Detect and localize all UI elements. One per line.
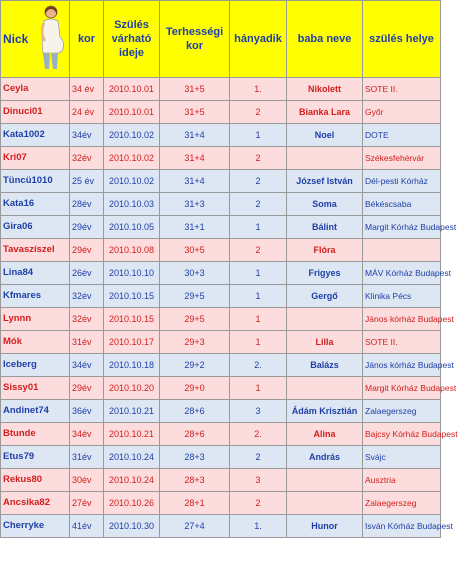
age-cell[interactable]: 28év	[70, 193, 104, 216]
nick-cell[interactable]: Andinet74	[1, 400, 70, 423]
order-cell[interactable]: 2	[230, 170, 287, 193]
birth-place-cell[interactable]: Klinika Pécs	[363, 285, 441, 308]
age-cell[interactable]: 32év	[70, 285, 104, 308]
order-cell[interactable]: 2.	[230, 354, 287, 377]
order-cell[interactable]: 1	[230, 262, 287, 285]
pregnancy-week-cell[interactable]: 29+5	[160, 285, 230, 308]
order-cell[interactable]: 1.	[230, 78, 287, 101]
pregnancy-week-cell[interactable]: 30+5	[160, 239, 230, 262]
table-row[interactable]	[1, 515, 441, 538]
birth-place-cell[interactable]: DOTE	[363, 124, 441, 147]
baby-name-cell[interactable]: Frigyes	[287, 262, 363, 285]
baby-name-cell[interactable]: Flóra	[287, 239, 363, 262]
pregnancy-week-cell[interactable]: 28+6	[160, 423, 230, 446]
birth-place-cell[interactable]: Dél-pesti Kórház	[363, 170, 441, 193]
nick-cell[interactable]: Iceberg	[1, 354, 70, 377]
nick-cell[interactable]: Tavaszíszel	[1, 239, 70, 262]
order-cell[interactable]: 1	[230, 308, 287, 331]
due-date-cell[interactable]: 2010.10.20	[104, 377, 160, 400]
due-date-cell[interactable]: 2010.10.24	[104, 446, 160, 469]
baby-name-cell[interactable]: Bianka Lara	[287, 101, 363, 124]
pregnancy-week-cell[interactable]: 31+5	[160, 78, 230, 101]
age-cell[interactable]: 29év	[70, 216, 104, 239]
header-row	[1, 1, 441, 78]
due-date-cell[interactable]: 2010.10.30	[104, 515, 160, 538]
age-cell[interactable]: 32év	[70, 147, 104, 170]
order-cell[interactable]: 2	[230, 101, 287, 124]
order-cell[interactable]: 2	[230, 492, 287, 515]
baby-name-cell[interactable]	[287, 147, 363, 170]
table-row[interactable]	[1, 78, 441, 101]
age-cell[interactable]: 36év	[70, 400, 104, 423]
order-cell[interactable]: 2	[230, 239, 287, 262]
order-cell[interactable]: 1	[230, 124, 287, 147]
birth-place-cell[interactable]: Bajcsy Kórház Budapest	[363, 423, 441, 446]
birth-place-cell[interactable]: Békéscsaba	[363, 193, 441, 216]
baby-name-cell[interactable]: Soma	[287, 193, 363, 216]
birth-place-cell[interactable]: Margit Kórház Budapest	[363, 377, 441, 400]
birth-place-cell[interactable]: János kórház Budapest	[363, 354, 441, 377]
baby-name-cell[interactable]	[287, 492, 363, 515]
table-row[interactable]	[1, 216, 441, 239]
due-date-cell[interactable]: 2010.10.15	[104, 308, 160, 331]
nick-cell[interactable]: Sissy01	[1, 377, 70, 400]
table-row[interactable]	[1, 101, 441, 124]
header-nick-label: Nick	[3, 31, 29, 46]
nick-cell[interactable]: Etus79	[1, 446, 70, 469]
birth-place-cell[interactable]: MÁV Kórház Budapest	[363, 262, 441, 285]
due-date-cell[interactable]: 2010.10.02	[104, 170, 160, 193]
header-nick[interactable]	[1, 1, 70, 78]
nick-cell[interactable]: Ceyla	[1, 78, 70, 101]
birth-place-cell[interactable]: Zalaegerszeg	[363, 400, 441, 423]
baby-name-cell[interactable]: Alina	[287, 423, 363, 446]
header-pregnancy-week[interactable]: Terhességi kor	[160, 1, 230, 78]
pregnancy-week-cell[interactable]: 31+1	[160, 216, 230, 239]
due-date-cell[interactable]: 2010.10.21	[104, 423, 160, 446]
nick-cell[interactable]: Kata1002	[1, 124, 70, 147]
nick-cell[interactable]: Kata16	[1, 193, 70, 216]
nick-cell[interactable]: Btunde	[1, 423, 70, 446]
age-cell[interactable]: 34év	[70, 354, 104, 377]
pregnancy-week-cell[interactable]: 31+4	[160, 124, 230, 147]
age-cell[interactable]: 26év	[70, 262, 104, 285]
pregnancy-week-cell[interactable]: 28+6	[160, 400, 230, 423]
due-date-cell[interactable]: 2010.10.24	[104, 469, 160, 492]
pregnancy-week-cell[interactable]: 31+4	[160, 170, 230, 193]
due-date-cell[interactable]: 2010.10.15	[104, 285, 160, 308]
table-row[interactable]	[1, 423, 441, 446]
table-row[interactable]	[1, 285, 441, 308]
order-cell[interactable]: 2	[230, 193, 287, 216]
order-cell[interactable]: 1	[230, 285, 287, 308]
table-row[interactable]	[1, 492, 441, 515]
birth-place-cell[interactable]: Zalaegerszeg	[363, 492, 441, 515]
table-row[interactable]	[1, 469, 441, 492]
pregnancy-week-cell[interactable]: 31+3	[160, 193, 230, 216]
birth-place-cell[interactable]	[363, 239, 441, 262]
due-date-cell[interactable]: 2010.10.05	[104, 216, 160, 239]
birth-place-cell[interactable]: Székesfehérvár	[363, 147, 441, 170]
pregnancy-week-cell[interactable]: 29+3	[160, 331, 230, 354]
age-cell[interactable]: 34év	[70, 423, 104, 446]
pregnancy-week-cell[interactable]: 31+5	[160, 101, 230, 124]
table-row[interactable]	[1, 400, 441, 423]
table-row[interactable]	[1, 147, 441, 170]
baby-name-cell[interactable]: Gergő	[287, 285, 363, 308]
baby-name-cell[interactable]: Lilla	[287, 331, 363, 354]
age-cell[interactable]: 29év	[70, 377, 104, 400]
age-cell[interactable]: 31év	[70, 331, 104, 354]
table-row[interactable]	[1, 377, 441, 400]
due-date-cell[interactable]: 2010.10.18	[104, 354, 160, 377]
pregnancy-week-cell[interactable]: 31+4	[160, 147, 230, 170]
order-cell[interactable]: 3	[230, 400, 287, 423]
baby-name-cell[interactable]	[287, 469, 363, 492]
baby-name-cell[interactable]: András	[287, 446, 363, 469]
age-cell[interactable]: 30év	[70, 469, 104, 492]
pregnancy-week-cell[interactable]: 28+3	[160, 446, 230, 469]
baby-name-cell[interactable]: József István	[287, 170, 363, 193]
due-date-cell[interactable]: 2010.10.17	[104, 331, 160, 354]
baby-name-cell[interactable]: Hunor	[287, 515, 363, 538]
birth-place-cell[interactable]: SOTE II.	[363, 331, 441, 354]
pregnancy-week-cell[interactable]: 28+3	[160, 469, 230, 492]
order-cell[interactable]: 1	[230, 331, 287, 354]
due-date-cell[interactable]: 2010.10.02	[104, 124, 160, 147]
header-kor[interactable]: kor	[70, 1, 104, 78]
pregnancy-week-cell[interactable]: 28+1	[160, 492, 230, 515]
birth-place-cell[interactable]: Svájc	[363, 446, 441, 469]
header-birth-place[interactable]: szülés helye	[363, 1, 441, 78]
baby-name-cell[interactable]: Nikolett	[287, 78, 363, 101]
table-body	[1, 78, 458, 538]
age-cell[interactable]: 27év	[70, 492, 104, 515]
age-cell[interactable]: 32év	[70, 308, 104, 331]
order-cell[interactable]: 1	[230, 216, 287, 239]
header-order[interactable]: hányadik	[230, 1, 287, 78]
nick-cell[interactable]: Gira06	[1, 216, 70, 239]
nick-cell[interactable]: Dinuci01	[1, 101, 70, 124]
order-cell[interactable]: 1.	[230, 515, 287, 538]
baby-name-cell[interactable]: Balázs	[287, 354, 363, 377]
pregnancy-week-cell[interactable]: 29+2	[160, 354, 230, 377]
birth-place-cell[interactable]: Isván Kórház Budapest	[363, 515, 441, 538]
table-row[interactable]	[1, 124, 441, 147]
nick-cell[interactable]: Lina84	[1, 262, 70, 285]
birth-place-cell[interactable]: János kórház Budapest	[363, 308, 441, 331]
nick-cell[interactable]: Rekus80	[1, 469, 70, 492]
age-cell[interactable]: 34év	[70, 124, 104, 147]
table-row[interactable]	[1, 170, 441, 193]
age-cell[interactable]: 31év	[70, 446, 104, 469]
pregnancy-week-cell[interactable]: 29+5	[160, 308, 230, 331]
table-row[interactable]	[1, 331, 441, 354]
table-row[interactable]	[1, 262, 441, 285]
table-row[interactable]	[1, 193, 441, 216]
due-date-cell[interactable]: 2010.10.02	[104, 147, 160, 170]
nick-cell[interactable]: Cherryke	[1, 515, 70, 538]
due-date-cell[interactable]: 2010.10.08	[104, 239, 160, 262]
birth-place-cell[interactable]: Ausztria	[363, 469, 441, 492]
age-cell[interactable]: 34 év	[70, 78, 104, 101]
order-cell[interactable]: 3	[230, 469, 287, 492]
baby-name-cell[interactable]: Noel	[287, 124, 363, 147]
pregnant-woman-icon	[33, 3, 67, 75]
age-cell[interactable]: 29év	[70, 239, 104, 262]
header-baby-name[interactable]: baba neve	[287, 1, 363, 78]
table-row[interactable]	[1, 308, 441, 331]
table-row[interactable]	[1, 354, 441, 377]
table-row[interactable]	[1, 239, 441, 262]
age-cell[interactable]: 24 év	[70, 101, 104, 124]
header-due-date[interactable]: Szülés várható ideje	[104, 1, 160, 78]
baby-name-cell[interactable]	[287, 308, 363, 331]
nick-cell[interactable]: Mók	[1, 331, 70, 354]
due-date-cell[interactable]: 2010.10.03	[104, 193, 160, 216]
table-row[interactable]	[1, 446, 441, 469]
age-cell[interactable]: 41év	[70, 515, 104, 538]
due-date-cell[interactable]: 2010.10.01	[104, 78, 160, 101]
pregnancy-week-cell[interactable]: 30+3	[160, 262, 230, 285]
nick-cell[interactable]: Kri07	[1, 147, 70, 170]
baby-name-cell[interactable]	[287, 377, 363, 400]
baby-name-cell[interactable]: Ádám Krisztián	[287, 400, 363, 423]
baby-name-cell[interactable]: Bálint	[287, 216, 363, 239]
order-cell[interactable]: 2	[230, 446, 287, 469]
nick-cell[interactable]: Ancsika82	[1, 492, 70, 515]
nick-cell[interactable]: Lynnn	[1, 308, 70, 331]
due-date-cell[interactable]: 2010.10.10	[104, 262, 160, 285]
pregnancy-week-cell[interactable]: 27+4	[160, 515, 230, 538]
order-cell[interactable]: 2	[230, 147, 287, 170]
due-date-cell[interactable]: 2010.10.01	[104, 101, 160, 124]
pregnancy-week-cell[interactable]: 29+0	[160, 377, 230, 400]
due-date-cell[interactable]: 2010.10.26	[104, 492, 160, 515]
birth-place-cell[interactable]: Győr	[363, 101, 441, 124]
order-cell[interactable]: 1	[230, 377, 287, 400]
age-cell[interactable]: 25 év	[70, 170, 104, 193]
nick-cell[interactable]: Kfmares	[1, 285, 70, 308]
nick-cell[interactable]: Tüncü1010	[1, 170, 70, 193]
birth-place-cell[interactable]: Margit Kórház Budapest	[363, 216, 441, 239]
order-cell[interactable]: 2.	[230, 423, 287, 446]
due-date-cell[interactable]: 2010.10.21	[104, 400, 160, 423]
birth-place-cell[interactable]: SOTE II.	[363, 78, 441, 101]
